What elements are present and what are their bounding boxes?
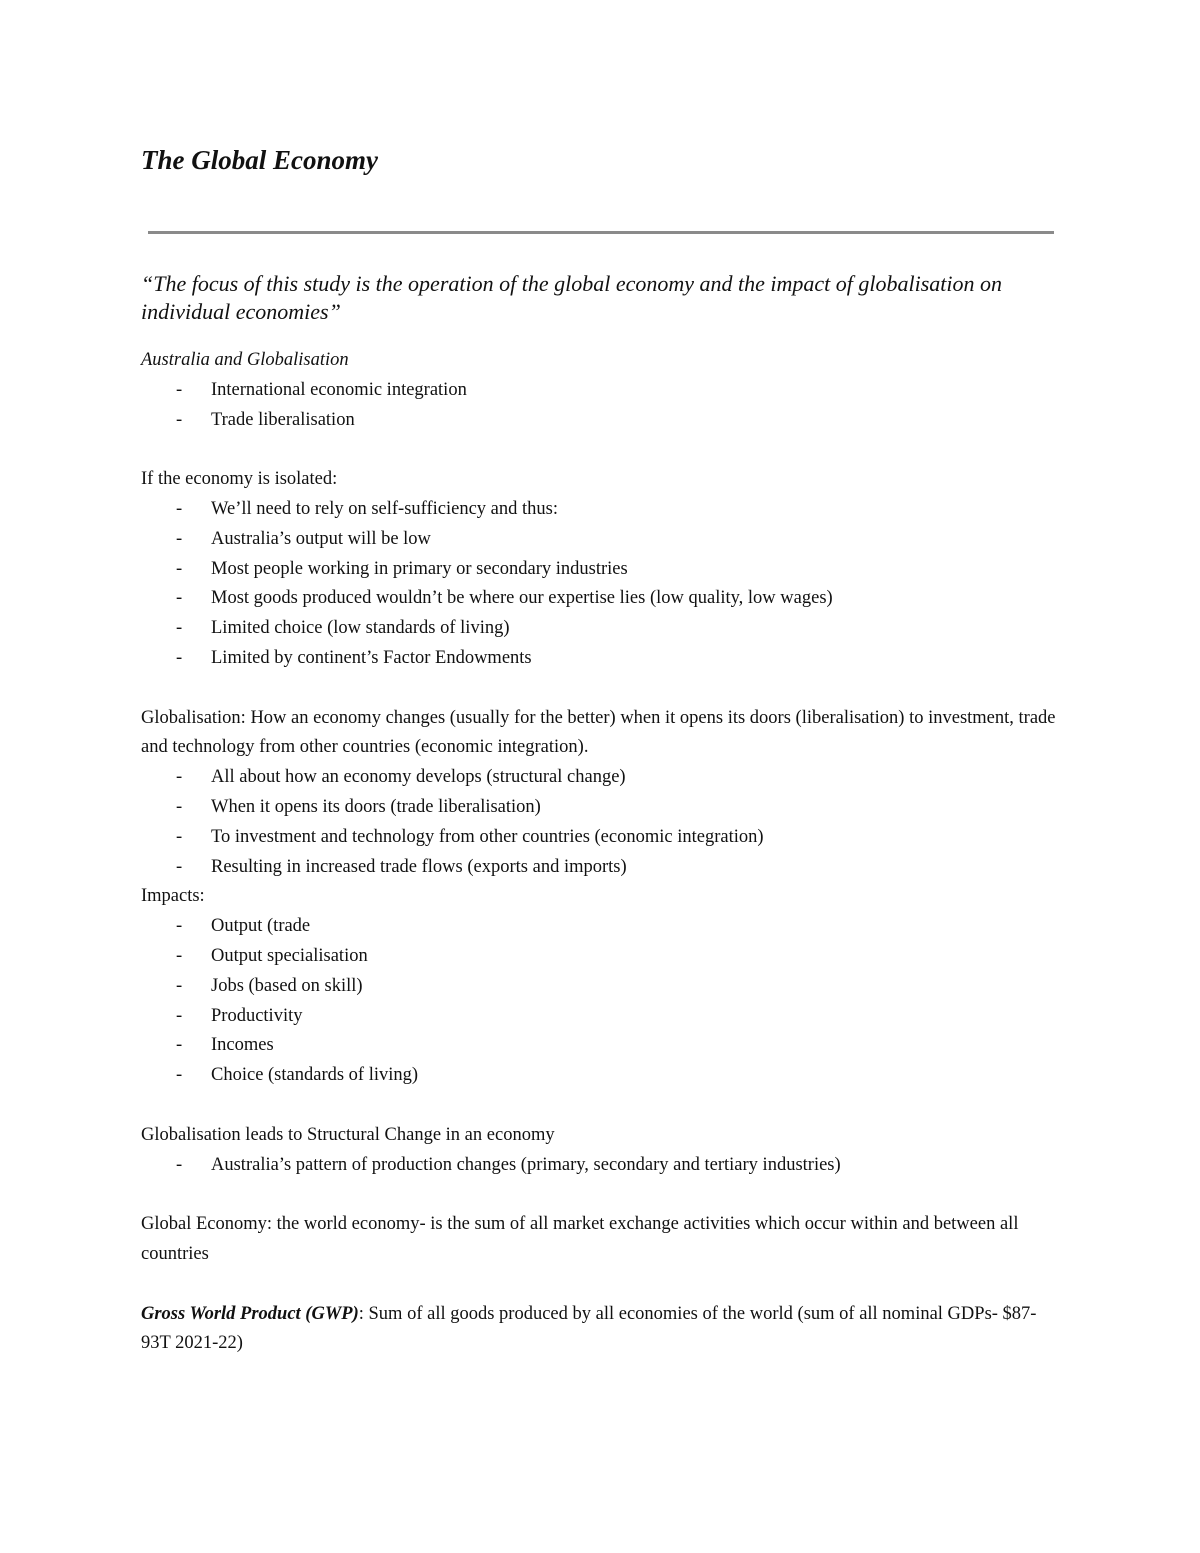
- list-item: - We’ll need to rely on self-sufficiency and thus:: [141, 495, 1061, 525]
- study-focus-quote: “The focus of this study is the operation of the global economy and the impact of globalisation on individual economies”: [141, 271, 1002, 324]
- list-item: - Resulting in increased trade flows (exports and imports): [141, 853, 1061, 883]
- paragraph-gap: [141, 674, 1061, 704]
- gwp-text: : Sum of all goods produced by all economies of the world (sum of all nominal GDPs- $87-93T 2021-22): [141, 1303, 1037, 1354]
- dash-bullet: -: [176, 767, 183, 788]
- list-item: - Productivity: [141, 1002, 1061, 1032]
- paragraph-gap: [141, 1091, 1061, 1121]
- dash-bullet: -: [176, 856, 183, 877]
- page-title: The Global Economy: [141, 145, 378, 175]
- isolated-economy-list: [141, 495, 1061, 674]
- dash-bullet: -: [176, 1035, 183, 1056]
- paragraph-gap: [141, 1180, 1061, 1210]
- impacts-list: [141, 912, 1061, 1091]
- list-item: - Incomes: [141, 1031, 1061, 1061]
- document-body: [141, 270, 1061, 1359]
- list-item: - Choice (standards of living): [141, 1061, 1061, 1091]
- dash-bullet: -: [176, 558, 183, 579]
- structural-change-intro: Globalisation leads to Structural Change in an economy: [141, 1124, 555, 1145]
- dash-bullet: -: [176, 1005, 183, 1026]
- list-item: - Most goods produced wouldn’t be where our expertise lies (low quality, low wages): [141, 584, 1061, 614]
- dash-bullet: -: [176, 379, 183, 400]
- dash-bullet: -: [176, 796, 183, 817]
- paragraph-gap: [141, 435, 1061, 465]
- list-item: - Most people working in primary or secondary industries: [141, 555, 1061, 585]
- list-item: - All about how an economy develops (structural change): [141, 763, 1061, 793]
- dash-bullet: -: [176, 1154, 183, 1175]
- list-item: - Australia’s output will be low: [141, 525, 1061, 555]
- isolated-economy-intro: If the economy is isolated:: [141, 469, 338, 490]
- list-item: - Jobs (based on skill): [141, 972, 1061, 1002]
- impacts-heading: Impacts:: [141, 886, 205, 907]
- paragraph-gap: [141, 1270, 1061, 1300]
- dash-bullet: -: [176, 916, 183, 937]
- dash-bullet: -: [176, 647, 183, 668]
- dash-bullet: -: [176, 498, 183, 519]
- list-item: - Limited choice (low standards of living): [141, 614, 1061, 644]
- list-item: - Australia’s pattern of production changes (primary, secondary and tertiary industries): [141, 1151, 1061, 1181]
- list-item: - Trade liberalisation: [141, 406, 1061, 436]
- global-economy-definition: Global Economy: the world economy- is the sum of all market exchange activities which occur within and between all countries: [141, 1214, 1019, 1264]
- gwp-term: Gross World Product (GWP): [141, 1303, 359, 1324]
- list-item: - To investment and technology from other countries (economic integration): [141, 823, 1061, 853]
- globalisation-definition: Globalisation: How an economy changes (usually for the better) when it opens its doors (liberalisation) to investment, trade and technology from other countries (economic integration).: [141, 707, 1056, 758]
- dash-bullet: -: [176, 945, 183, 966]
- list-item: - Output specialisation: [141, 942, 1061, 972]
- list-item: - When it opens its doors (trade liberalisation): [141, 793, 1061, 823]
- dash-bullet: -: [176, 528, 183, 549]
- dash-bullet: -: [176, 1065, 183, 1086]
- list-item: - Output (trade: [141, 912, 1061, 942]
- gwp-definition: [141, 1300, 1061, 1360]
- australia-globalisation-heading: Australia and Globalisation: [141, 350, 349, 370]
- dash-bullet: -: [176, 588, 183, 609]
- list-item: - Limited by continent’s Factor Endowments: [141, 644, 1061, 674]
- horizontal-rule: [148, 231, 1054, 234]
- dash-bullet: -: [176, 826, 183, 847]
- structural-change-list: [141, 1151, 1061, 1181]
- australia-globalisation-list: [141, 376, 1061, 436]
- list-item: - International economic integration: [141, 376, 1061, 406]
- globalisation-list: [141, 763, 1061, 882]
- dash-bullet: -: [176, 409, 183, 430]
- dash-bullet: -: [176, 975, 183, 996]
- dash-bullet: -: [176, 618, 183, 639]
